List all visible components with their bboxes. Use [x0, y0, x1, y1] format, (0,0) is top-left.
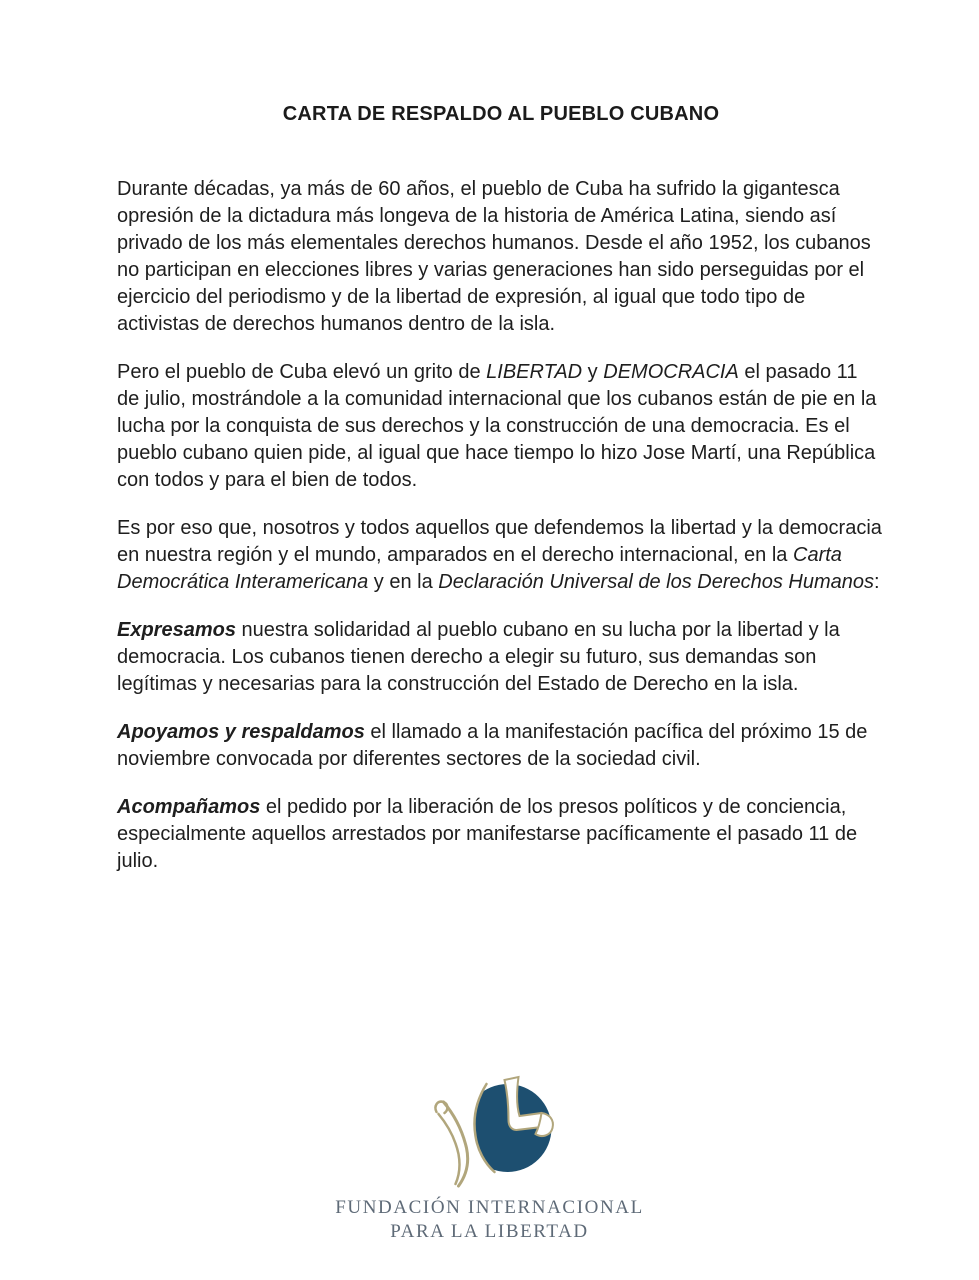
text-run: el llamado a la manifestación pacífica del próximo 15 de noviembre convocada por diferentes sectores de la sociedad civil. [117, 721, 868, 770]
paragraph [117, 359, 885, 494]
paragraph [117, 617, 885, 698]
foundation-name-line2: PARA LA LIBERTAD [390, 1221, 589, 1242]
text-run: nuestra solidaridad al pueblo cubano en su lucha por la libertad y la democracia. Los cubanos tienen derecho a elegir su futuro, sus demandas son legítimas y necesarias para la construcción del Estado de Derecho en la isla. [117, 619, 840, 695]
document-body [117, 176, 885, 896]
text-run: Pero el pueblo de Cuba elevó un grito de [117, 361, 487, 383]
document-title: CARTA DE RESPALDO AL PUEBLO CUBANO [282, 103, 720, 125]
bold-italic-lead: Expresamos [117, 619, 236, 641]
foundation-wordmark [0, 1196, 979, 1244]
bold-italic-lead: Apoyamos y respaldamos [117, 721, 365, 743]
foundation-logo-icon [421, 1068, 559, 1190]
paragraph [117, 794, 885, 875]
text-run: Es por eso que, nosotros y todos aquellos que defendemos la libertad y la democracia en nuestra región y el mundo, amparados en el derecho internacional, en la [117, 517, 882, 566]
italic-run: LIBERTAD [486, 361, 583, 383]
paragraph [117, 515, 885, 596]
bold-italic-lead: Acompañamos [117, 796, 261, 818]
text-run: Durante décadas, ya más de 60 años, el pueblo de Cuba ha sufrido la gigantesca opresión de la dictadura más longeva de la historia de América Latina, siendo así privado de los más elementales derechos humanos. Desde el año 1952, los cubanos no participan en elecciones libres y varias generaciones han sido perseguidas por el ejercicio del periodismo y de la libertad de expresión, al igual que todo tipo de activistas de derechos humanos dentro de la isla. [117, 178, 871, 335]
foundation-logo-block [0, 1068, 979, 1244]
text-run: y [582, 361, 604, 383]
text-run: : [874, 571, 880, 593]
paragraph [117, 719, 885, 773]
paragraph [117, 176, 885, 338]
text-run: el pedido por la liberación de los presos políticos y de conciencia, especialmente aquellos arrestados por manifestarse pacíficamente el pasado 11 de julio. [117, 796, 858, 872]
text-run: y en la [368, 571, 439, 593]
foundation-name-line1: FUNDACIÓN INTERNACIONAL [335, 1197, 644, 1218]
text-run: el pasado 11 de julio, mostrándole a la comunidad internacional que los cubanos están de pie en la lucha por la conquista de sus derechos y la construcción de una democracia. Es el pueblo cubano quien pide, al igual que hace tiempo lo hizo Jose Martí, una República con todos y para el bien de todos. [117, 361, 877, 491]
italic-run: DEMOCRACIA [603, 361, 739, 383]
italic-run: Declaración Universal de los Derechos Humanos [438, 571, 875, 593]
italic-run: Carta Democrática Interamericana [117, 544, 842, 593]
